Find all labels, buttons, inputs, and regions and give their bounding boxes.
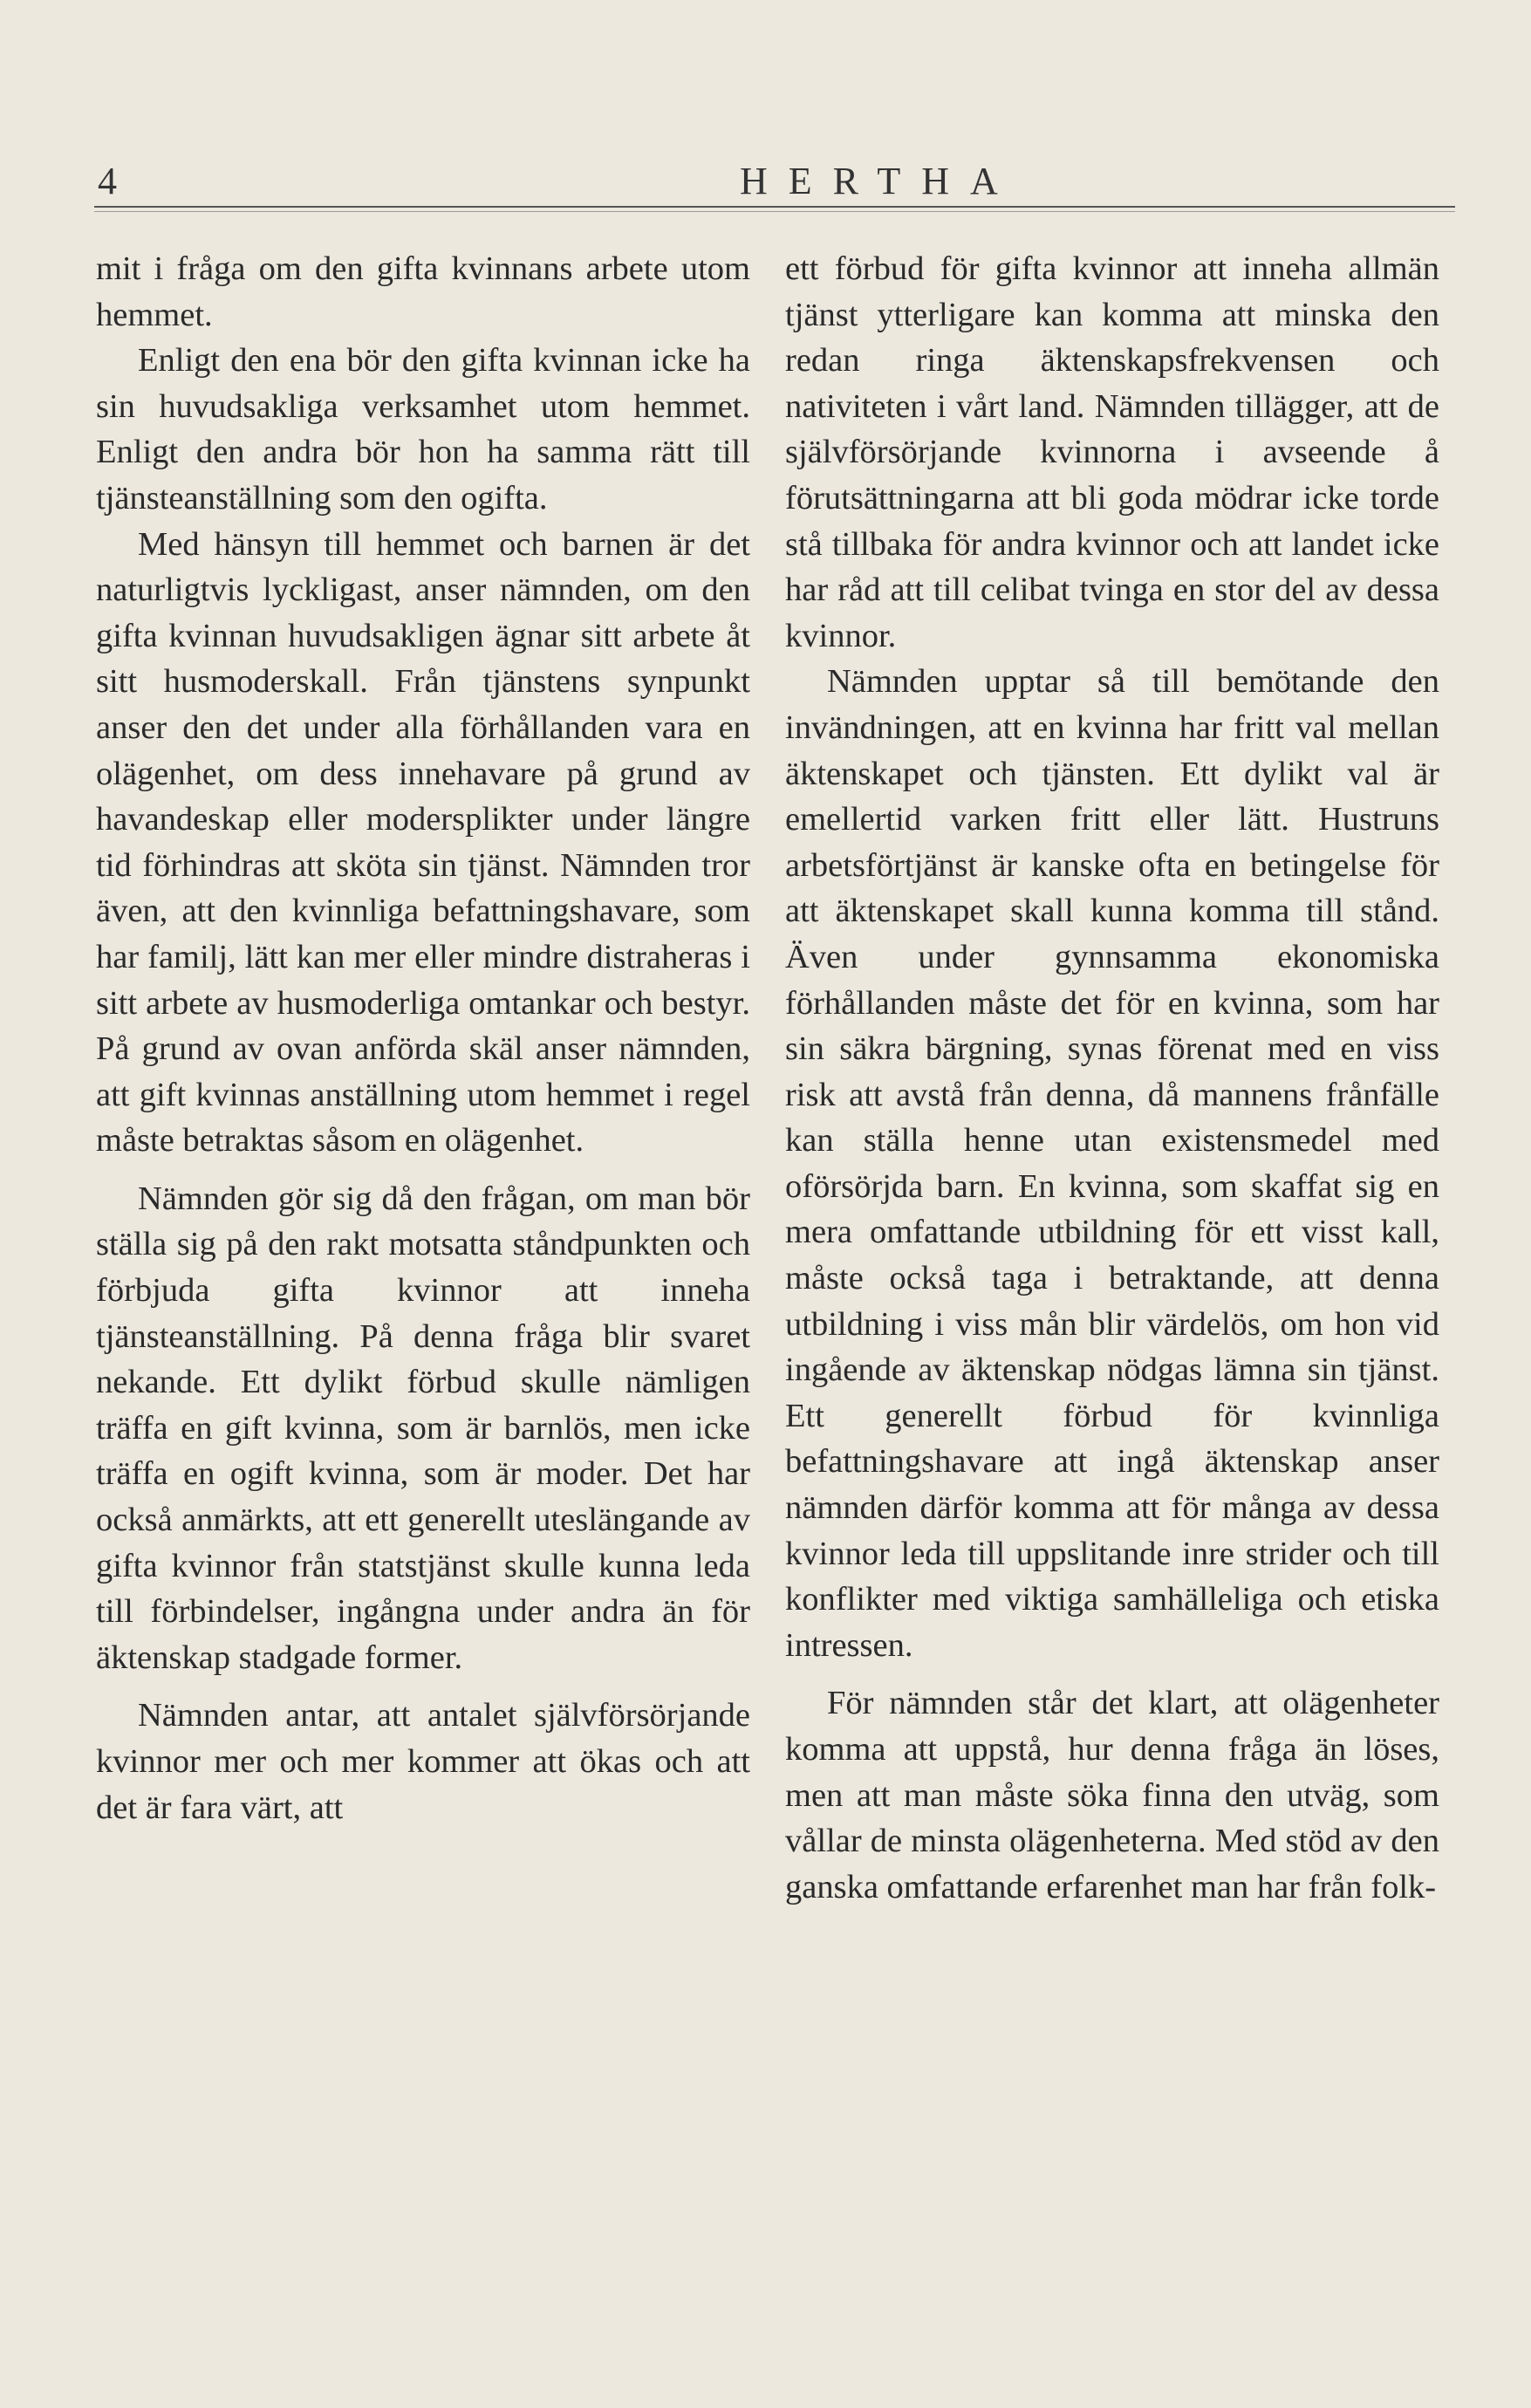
paragraph: mit i fråga om den gifta kvinnans arbete utom hemmet. xyxy=(96,250,750,333)
paragraph: Enligt den ena bör den gifta kvinnan icke ha sin huvudsakliga verksamhet utom hemmet. Enligt den andra bör hon ha samma rätt till tjänsteanställning som den ogifta. xyxy=(96,342,750,516)
paragraph: Nämnden upptar så till bemötande den invändningen, att en kvinna har fritt val mellan äktenskapet och tjänsten. Ett dylikt val är emellertid varken fritt eller lätt. Hustruns arbetsförtjänst är kanske ofta en betingelse för att äktenskapet skall kunna komma till stånd. Även under gynnsamma ekonomiska förhållanden måste det för en kvinna, som har sin säkra bärgning, synas förenat med en viss risk att avstå från denna, då mannens frånfälle kan ställa henne utan existensmedel med oförsörjda barn. En kvinna, som skaffat sig en mera omfattande utbildning för ett visst kall, måste också taga i betraktande, att denna utbildning i viss mån blir värdelös, om hon vid ingående av äktenskap nödgas lämna sin tjänst. Ett generellt förbud för kvinnliga befattningshavare att ingå äktenskap anser nämnden därför komma att för många av dessa kvinnor leda till uppslitande inre strider och till konflikter med viktiga samhälleliga och etiska intressen. xyxy=(785,663,1439,1664)
paragraph: ett förbud för gifta kvinnor att inneha allmän tjänst ytterligare kan komma att minska den redan ringa äktenskapsfrekvensen och nativiteten i vårt land. Nämnden tillägger, att de självförsörjande kvinnorna i avseende å förutsättningarna att bli goda mödrar icke torde stå tillbaka för andra kvinnor och att landet icke har råd att till celibat tvinga en stor del av dessa kvinnor. xyxy=(785,250,1439,654)
header-rule-thin xyxy=(94,211,1455,212)
page-number: 4 xyxy=(98,160,117,202)
paragraph: Med hänsyn till hemmet och barnen är det naturligtvis lyckligast, anser nämnden, om den gifta kvinnan huvudsakligen ägnar sitt arbete åt sitt husmoderskall. Från tjänstens synpunkt anser den det under alla förhållanden vara en olägenhet, om dess innehavare på grund av havandeskap eller modersplikter under längre tid förhindras att sköta sin tjänst. Nämnden tror även, att den kvinnliga befattningshavare, som har familj, lätt kan mer eller mindre distraheras i sitt arbete av husmoderliga omtankar och bestyr. På grund av ovan anförda skäl anser nämnden, att gift kvinnas anställning utom hemmet i regel måste betraktas såsom en olägenhet. xyxy=(96,525,750,1160)
page-header xyxy=(94,155,1455,216)
paragraph: Nämnden gör sig då den frågan, om man bör ställa sig på den rakt motsatta ståndpunkten och förbjuda gifta kvinnor att inneha tjänsteanställning. På denna fråga blir svaret nekande. Ett dylikt förbud skulle nämligen träffa en gift kvinna, som är barnlös, men icke träffa en ogift kvinna, som är moder. Det har också anmärkts, att ett generellt uteslängande av gifta kvinnor från statstjänst skulle kunna leda till förbindelser, ingångna under andra än för äktenskap stadgade former. xyxy=(96,1180,750,1676)
left-column xyxy=(96,246,750,1830)
running-title: HERTHA xyxy=(740,160,1019,202)
paragraph: Nämnden antar, att antalet självförsörjande kvinnor mer och mer kommer att ökas och att det är fara värt, att xyxy=(96,1697,750,1826)
right-column xyxy=(785,246,1439,1910)
paragraph: För nämnden står det klart, att olägenheter komma att uppstå, hur denna fråga än löses, men att man måste söka finna den utväg, som vållar de minsta olägenheterna. Med stöd av den ganska omfattande erfarenhet man har från folk- xyxy=(785,1685,1439,1905)
header-rule xyxy=(94,206,1455,208)
